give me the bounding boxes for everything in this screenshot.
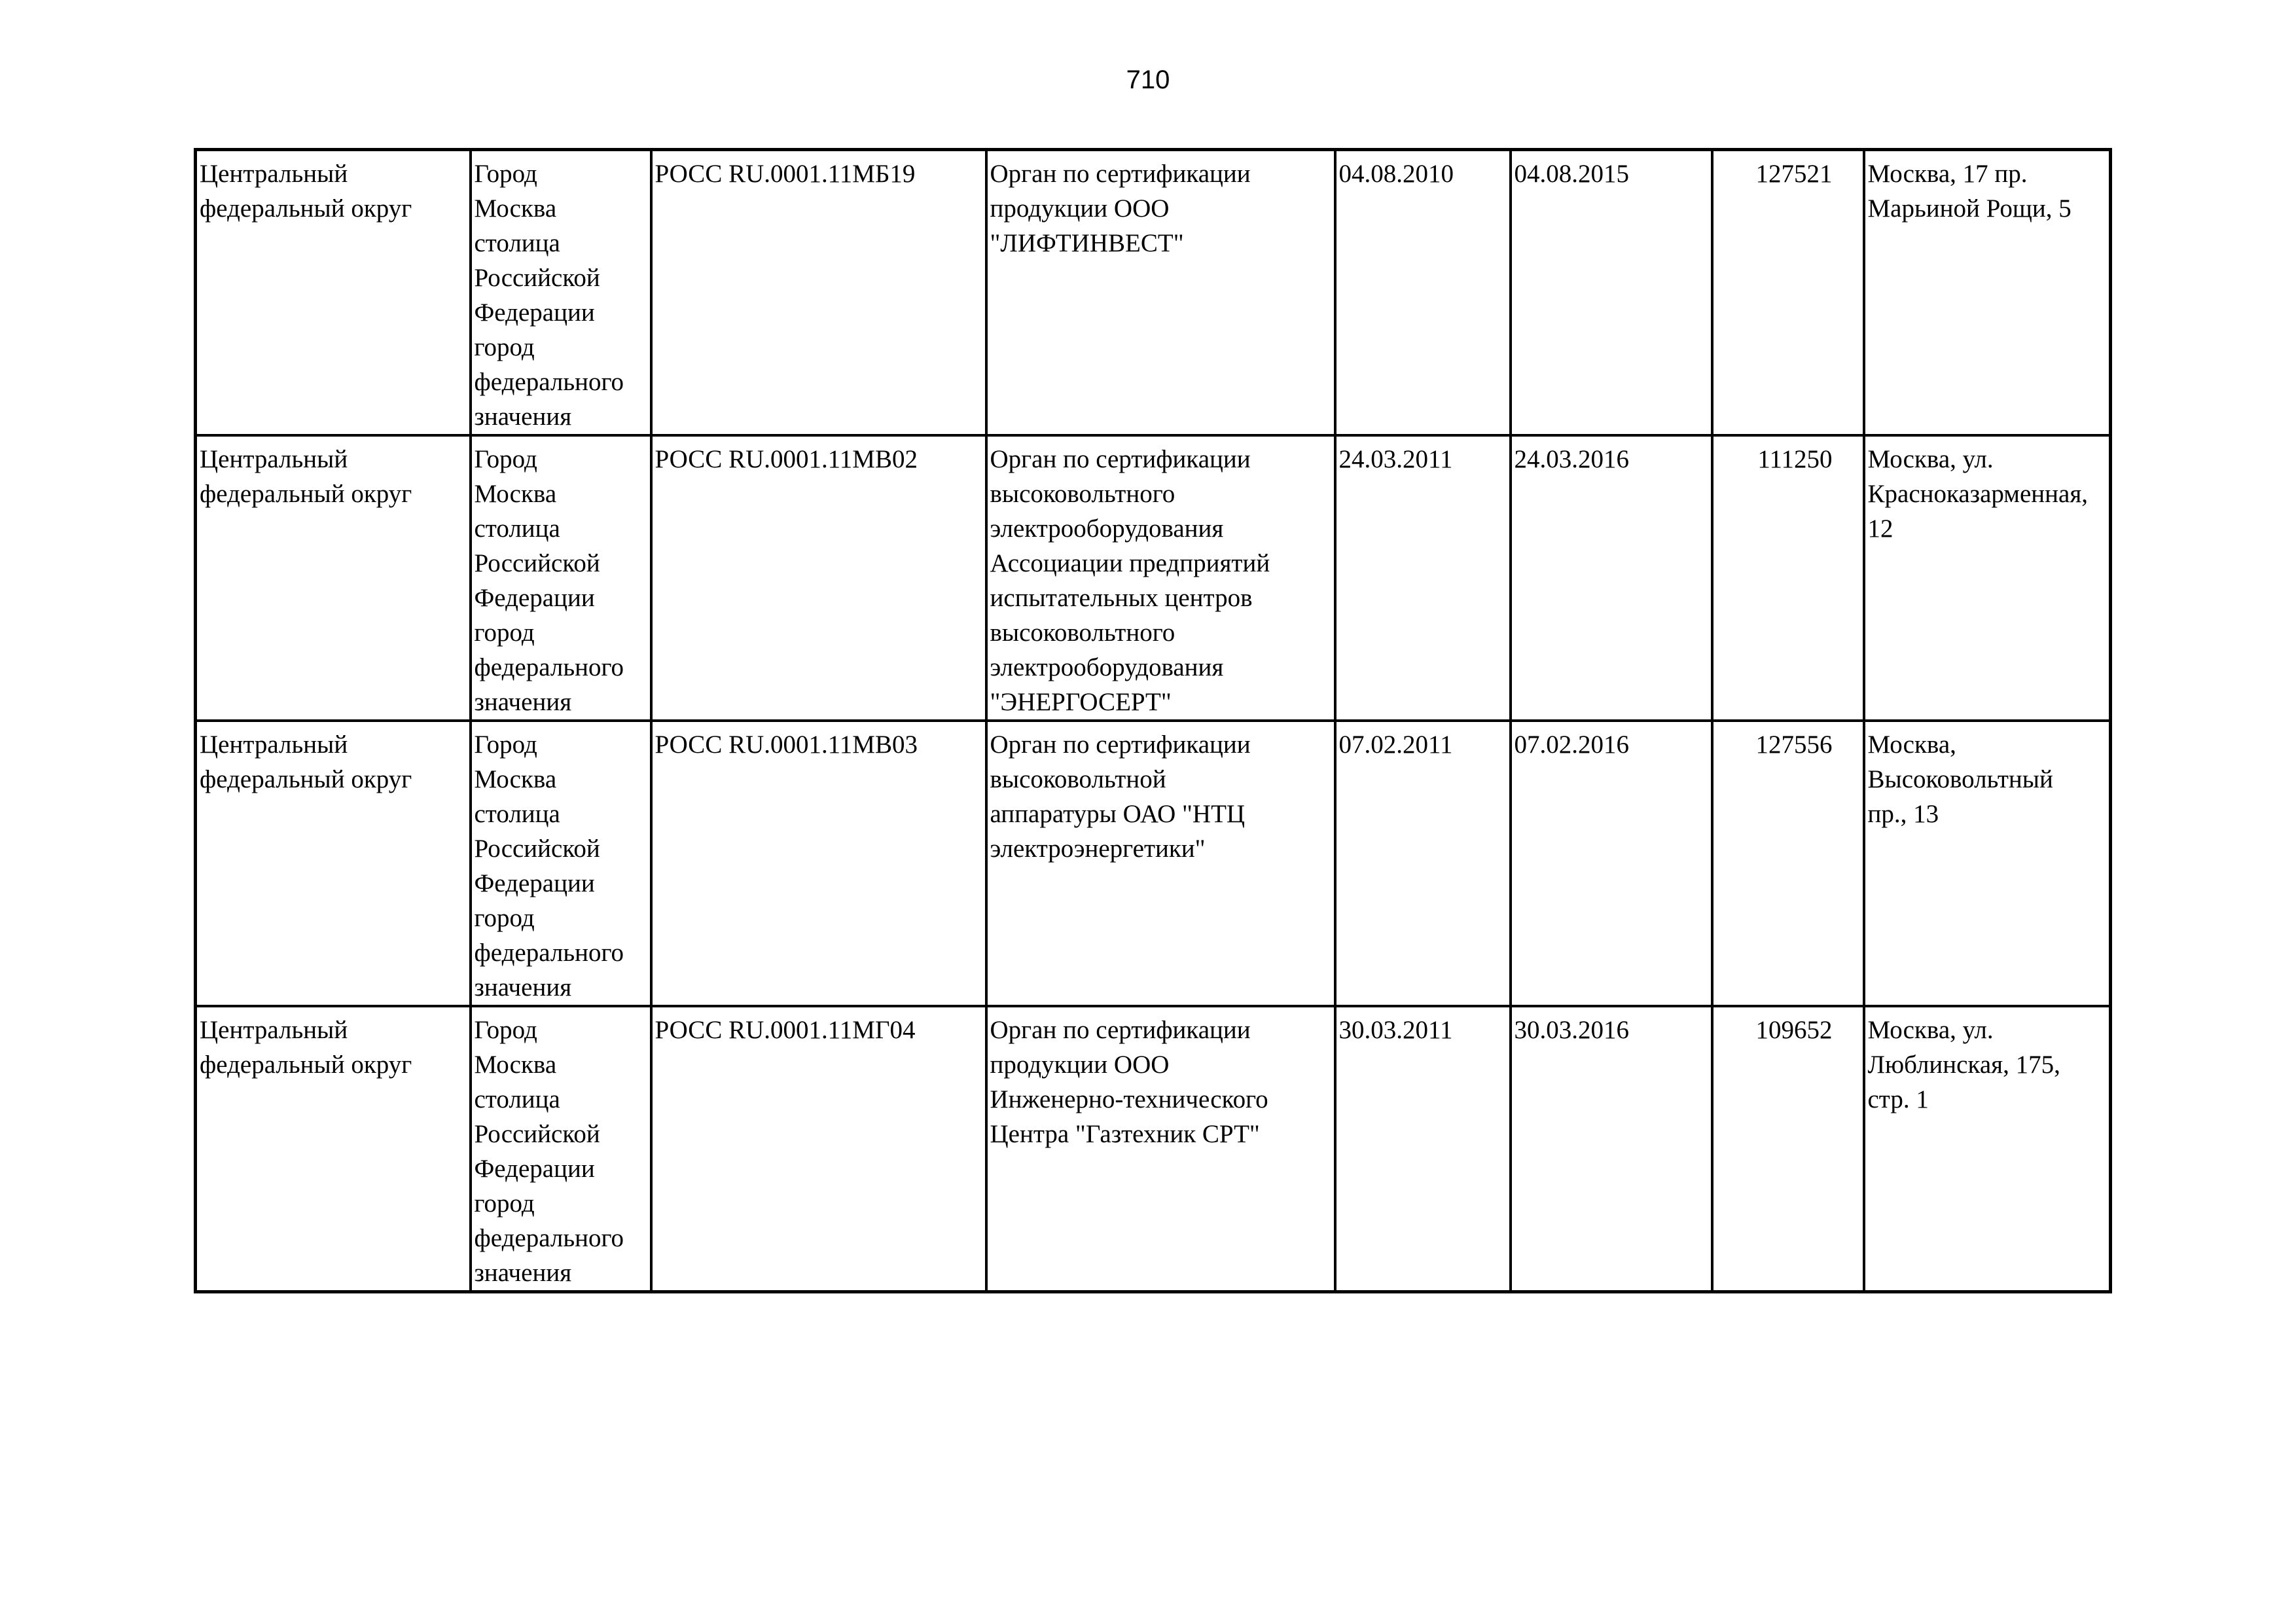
address-cell: Москва, Высоковольтный пр., 13 <box>1864 721 2111 1006</box>
postal-index-cell: 127556 <box>1712 721 1864 1006</box>
address-cell: Москва, ул. Люблинская, 175, стр. 1 <box>1864 1006 2111 1292</box>
date-to-cell: 04.08.2015 <box>1511 150 1712 436</box>
organization-cell: Орган по сертификации высоковольтного электрооборудования Ассоциации предприятий испытательных центров высоковольтного электрооборудования "ЭНЕРГОСЕРТ" <box>986 435 1335 721</box>
date-from-cell: 24.03.2011 <box>1335 435 1511 721</box>
region-cell: Город Москва столица Российской Федерации город федерального значения <box>471 1006 651 1292</box>
certificate-number-cell: РОСС RU.0001.11МВ02 <box>651 435 986 721</box>
district-cell: Центральный федеральный округ <box>196 150 471 436</box>
address-cell: Москва, ул. Красноказарменная, 12 <box>1864 435 2111 721</box>
region-cell: Город Москва столица Российской Федерации город федерального значения <box>471 435 651 721</box>
postal-index-cell: 109652 <box>1712 1006 1864 1292</box>
organization-cell: Орган по сертификации продукции ООО "ЛИФТИНВЕСТ" <box>986 150 1335 436</box>
certificate-number-cell: РОСС RU.0001.11МБ19 <box>651 150 986 436</box>
certification-registry-table <box>194 148 2112 1293</box>
region-cell: Город Москва столица Российской Федерации город федерального значения <box>471 150 651 436</box>
table-row <box>196 1006 2111 1292</box>
date-to-cell: 24.03.2016 <box>1511 435 1712 721</box>
date-to-cell: 30.03.2016 <box>1511 1006 1712 1292</box>
date-to-cell: 07.02.2016 <box>1511 721 1712 1006</box>
table-row <box>196 721 2111 1006</box>
page-number: 710 <box>1126 65 1170 94</box>
postal-index-cell: 111250 <box>1712 435 1864 721</box>
certificate-number-cell: РОСС RU.0001.11МВ03 <box>651 721 986 1006</box>
date-from-cell: 07.02.2011 <box>1335 721 1511 1006</box>
certificate-number-cell: РОСС RU.0001.11МГ04 <box>651 1006 986 1292</box>
date-from-cell: 30.03.2011 <box>1335 1006 1511 1292</box>
organization-cell: Орган по сертификации высоковольтной аппаратуры ОАО "НТЦ электроэнергетики" <box>986 721 1335 1006</box>
district-cell: Центральный федеральный округ <box>196 1006 471 1292</box>
district-cell: Центральный федеральный округ <box>196 721 471 1006</box>
postal-index-cell: 127521 <box>1712 150 1864 436</box>
region-cell: Город Москва столица Российской Федерации город федерального значения <box>471 721 651 1006</box>
table-row <box>196 435 2111 721</box>
address-cell: Москва, 17 пр. Марьиной Рощи, 5 <box>1864 150 2111 436</box>
organization-cell: Орган по сертификации продукции ООО Инженерно-технического Центра "Газтехник СРТ" <box>986 1006 1335 1292</box>
district-cell: Центральный федеральный округ <box>196 435 471 721</box>
table-row <box>196 150 2111 436</box>
date-from-cell: 04.08.2010 <box>1335 150 1511 436</box>
